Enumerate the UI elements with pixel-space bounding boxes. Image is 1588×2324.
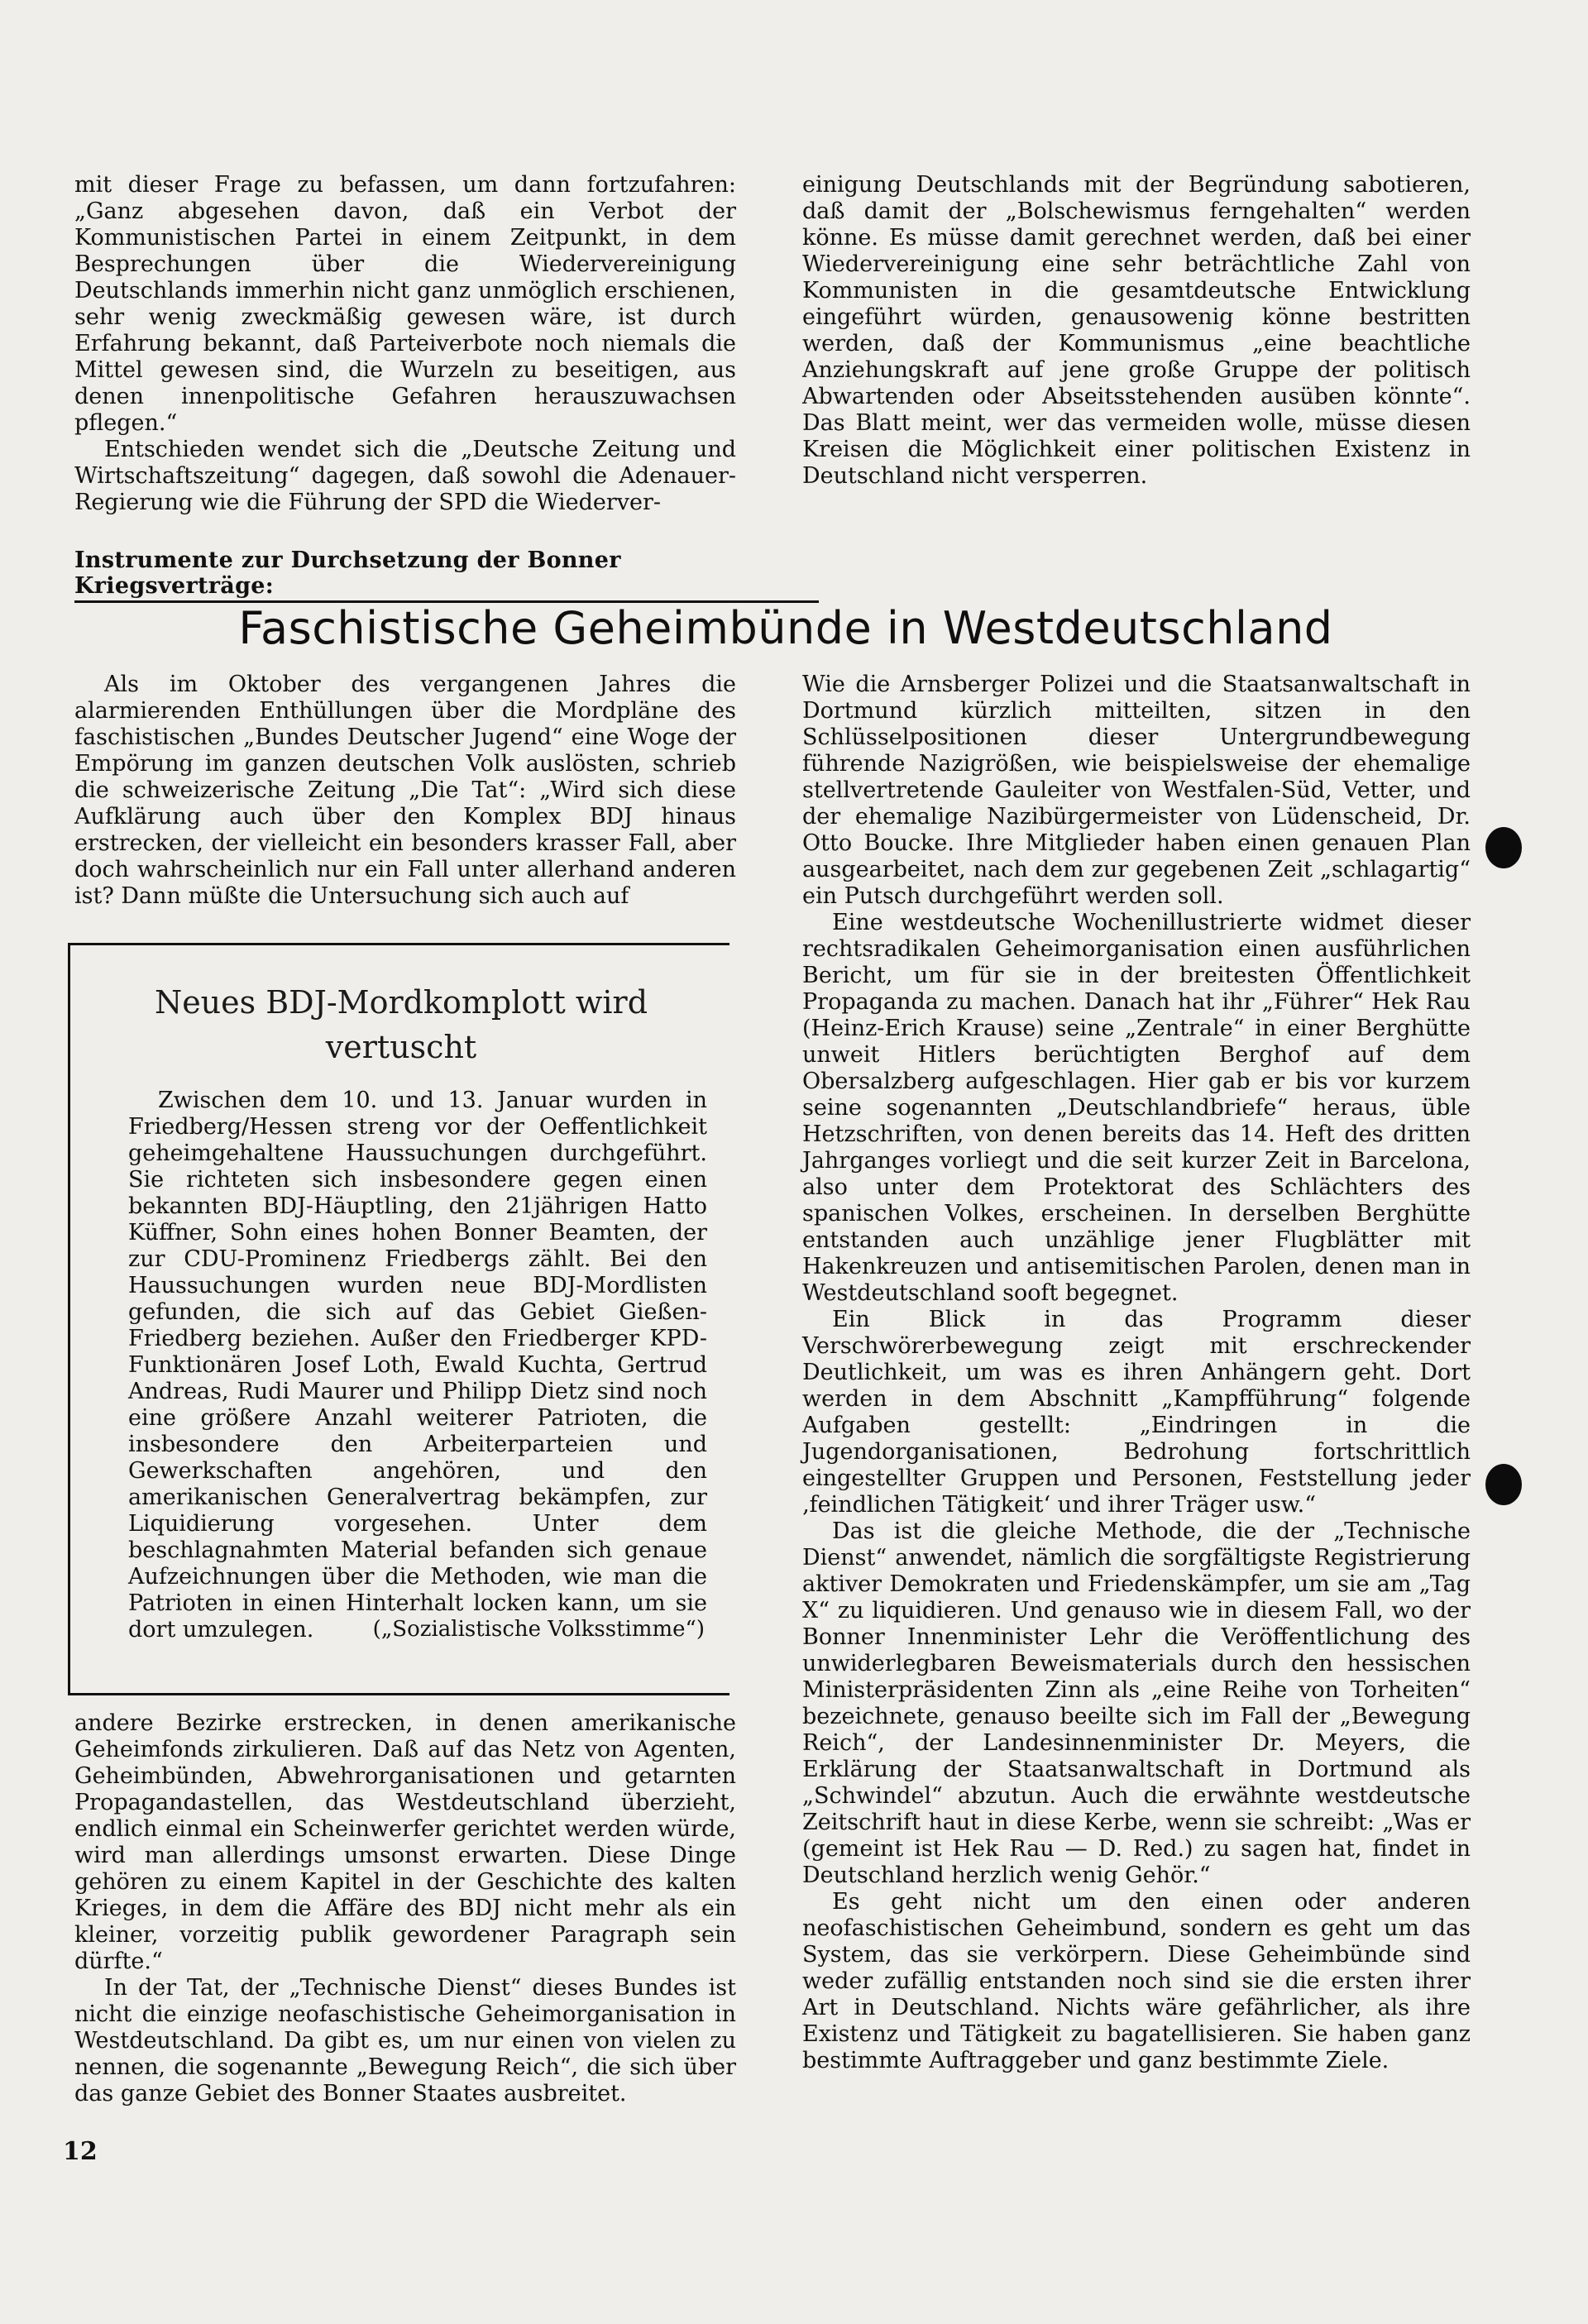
paragraph: Wie die Arnsberger Polizei und die Staatsanwaltschaft in Dortmund kürzlich mitteilten, sitzen in den Schlüsselpositionen dieser Untergrundbewegung führende Nazigrößen, wie beispielsweise der ehemalige stellvertretende Gauleiter von Westfalen-Süd, Vetter, und der ehemalige Nazibürgermeister von Lüdenscheid, Dr. Otto Boucke. Ihre Mitglieder haben einen genauen Plan ausgearbeitet, nach dem zur gegebenen Zeit „schlagartig“ ein Putsch durchgeführt werden soll. <box>802 672 1471 909</box>
top-right-column <box>802 172 1471 490</box>
top-left-column <box>74 172 736 516</box>
article-headline: Faschistische Geheimbünde in Westdeutschland <box>238 602 1333 654</box>
page-number: 12 <box>63 2137 98 2166</box>
punch-hole <box>1485 827 1522 868</box>
box-paragraph: Zwischen dem 10. und 13. Januar wurden in Friedberg/Hessen streng vor der Oeffentlichkeit geheimgehaltene Haussuchungen durchgeführt. Sie richteten sich insbesondere gegen einen bekannten BDJ-Häuptling, den 21jährigen Hatto Küffner, Sohn eines hohen Bonner Beamten, der zur CDU-Prominenz Friedbergs zählt. Bei den Haussuchungen wurden neue BDJ-Mordlisten gefunden, die sich auf das Gebiet Gießen-Friedberg beziehen. Außer den Friedberger KPD-Funktionären Josef Loth, Ewald Kuchta, Gertrud Andreas, Rudi Maurer und Philipp Dietz sind noch eine größere Anzahl weiterer Patrioten, die insbesondere den Arbeiterparteien und Gewerkschaften angehören, und den amerikanischen Generalvertrag bekämpfen, zur Liquidierung vorgesehen. Unter dem beschlagnahmten Material befanden sich genaue Aufzeichnungen über die Methoden, wie man die Patrioten in einen Hinterhalt locken kann, um sie dort umzulegen. <box>128 1088 707 1643</box>
punch-hole <box>1485 1464 1522 1505</box>
box-source: („Sozialistische Volksstimme“) <box>372 1617 705 1642</box>
sidebar-box <box>68 943 729 1695</box>
paragraph: Eine westdeutsche Wochenillustrierte widmet dieser rechtsradikalen Geheimorganisation einen ausführlichen Bericht, um für sie in der breitesten Öffentlichkeit Propaganda zu machen. Danach hat ihr „Führer“ Hek Rau (Heinz-Erich Krause) seine „Zentrale“ in einer Berghütte unweit Hitlers berüchtigten Berghof auf dem Obersalzberg aufgeschlagen. Hier gab er bis vor kurzem seine sogenannten „Deutschlandbriefe“ heraus, üble Hetzschriften, von denen bereits das 14. Heft des dritten Jahrganges vorliegt und die seit kurzer Zeit in Barcelona, also unter dem Protektorat des Schlächters des spanischen Volkes, erscheinen. In derselben Berghütte entstanden auch unzählige jener Flugblätter mit Hakenkreuzen und antisemitischen Parolen, denen man in Westdeutschland sooft begegnet. <box>802 910 1471 1306</box>
article-left-column-bottom <box>74 1710 736 2107</box>
article-kicker: Instrumente zur Durchsetzung der Bonner Kriegsverträge: <box>74 548 819 603</box>
paragraph: einigung Deutschlands mit der Begründung sabotieren, daß damit der „Bolschewismus ferngehalten“ werden könne. Es müsse damit gerechnet werden, daß bei einer Wiedervereinigung eine sehr beträchtliche Zahl von Kommunisten in die gesamtdeutsche Entwicklung eingeführt würden, genausowenig könne bestritten werden, daß der Kommunismus „eine beachtliche Anziehungskraft auf jene große Gruppe der politisch Abwartenden oder Abseitsstehenden ausüben könnte“. Das Blatt meint, wer das vermeiden wolle, müsse diesen Kreisen die Möglichkeit einer politischen Existenz in Deutschland nicht versperren. <box>802 172 1471 489</box>
paragraph: Das ist die gleiche Methode, die der „Technische Dienst“ anwendet, nämlich die sorgfältigste Registrierung aktiver Demokraten und Friedenskämpfer, um sie am „Tag X“ zu liquidieren. Und genauso wie in diesem Fall, wo der Bonner Innenminister Lehr die Veröffentlichung des unwiderlegbaren Beweismaterials durch den hessischen Ministerpräsidenten Zinn als „eine Reihe von Torheiten“ bezeichnete, genauso beeilte sich im Fall der „Bewegung Reich“, der Landesinnenminister Dr. Meyers, die Erklärung der Staatsanwaltschaft in Dortmund als „Schwindel“ abzutun. Auch die erwähnte westdeutsche Zeitschrift haut in diese Kerbe, wenn sie schreibt: „Was er (gemeint ist Hek Rau — D. Red.) zu sagen hat, findet in Deutschland herzlich wenig Gehör.“ <box>802 1518 1471 1888</box>
article-left-column-top <box>74 672 736 910</box>
paragraph: andere Bezirke erstrecken, in denen amerikanische Geheimfonds zirkulieren. Daß auf das Netz von Agenten, Geheimbünden, Abwehrorganisationen und getarnten Propagandastellen, das Westdeutschland überzieht, endlich einmal ein Scheinwerfer gerichtet werden würde, wird man allerdings umsonst erwarten. Diese Dinge gehören zu einem Kapitel in der Geschichte des kalten Krieges, in dem die Affäre des BDJ nicht mehr als ein kleiner, vorzeitig publik gewordener Paragraph sein dürfte.“ <box>74 1710 736 1974</box>
paragraph: Als im Oktober des vergangenen Jahres die alarmierenden Enthüllungen über die Mordpläne des faschistischen „Bundes Deutscher Jugend“ eine Woge der Empörung im ganzen deutschen Volk auslösten, schrieb die schweizerische Zeitung „Die Tat“: „Wird sich diese Aufklärung auch über den Komplex BDJ hinaus erstrecken, der vielleicht ein besonders krasser Fall, aber doch wahrscheinlich nur ein Fall unter allerhand anderen ist? Dann müßte die Untersuchung sich auch auf <box>74 672 736 909</box>
box-title: Neues BDJ-Mordkomplott wird vertuscht <box>154 984 648 1065</box>
paragraph: Es geht nicht um den einen oder anderen neofaschistischen Geheimbund, sondern es geht um das System, das sie verkörpern. Diese Geheimbünde sind weder zufällig entstanden noch sind sie die ersten ihrer Art in Deutschland. Nichts wäre gefährlicher, als ihre Existenz und Tätigkeit zu bagatellisieren. Sie haben ganz bestimmte Auftraggeber und ganz bestimmte Ziele. <box>802 1889 1471 2073</box>
paragraph: Entschieden wendet sich die „Deutsche Zeitung und Wirtschaftszeitung“ dagegen, daß sowohl die Adenauer-Regierung wie die Führung der SPD die Wiederver- <box>74 437 736 515</box>
paragraph: Ein Blick in das Programm dieser Verschwörerbewegung zeigt mit erschreckender Deutlichkeit, um was es ihren Anhängern geht. Dort werden in dem Abschnitt „Kampfführung“ folgende Aufgaben gestellt: „Eindringen in die Jugendorganisationen, Bedrohung fortschrittlich eingestellter Gruppen und Personen, Feststellung jeder ‚feindlichen Tätigkeit‘ und ihrer Träger usw.“ <box>802 1307 1471 1518</box>
paragraph: In der Tat, der „Technische Dienst“ dieses Bundes ist nicht die einzige neofaschistische Geheimorganisation in Westdeutschland. Da gibt es, um nur einen von vielen zu nennen, die sogenannte „Bewegung Reich“, die sich über das ganze Gebiet des Bonner Staates ausbreitet. <box>74 1975 736 2106</box>
article-right-column <box>802 672 1471 2074</box>
paragraph: mit dieser Frage zu befassen, um dann fortzufahren: „Ganz abgesehen davon, daß ein Verbot der Kommunistischen Partei in einem Zeitpunkt, in dem Besprechungen über die Wiedervereinigung Deutschlands immerhin nicht ganz unmöglich erschienen, sehr wenig zweckmäßig gewesen wäre, ist durch Erfahrung bekannt, daß Parteiverbote noch niemals die Mittel gewesen sind, die Wurzeln zu beseitigen, aus denen innenpolitische Gefahren herauszuwachsen pflegen.“ <box>74 172 736 436</box>
box-body <box>128 1088 707 1643</box>
